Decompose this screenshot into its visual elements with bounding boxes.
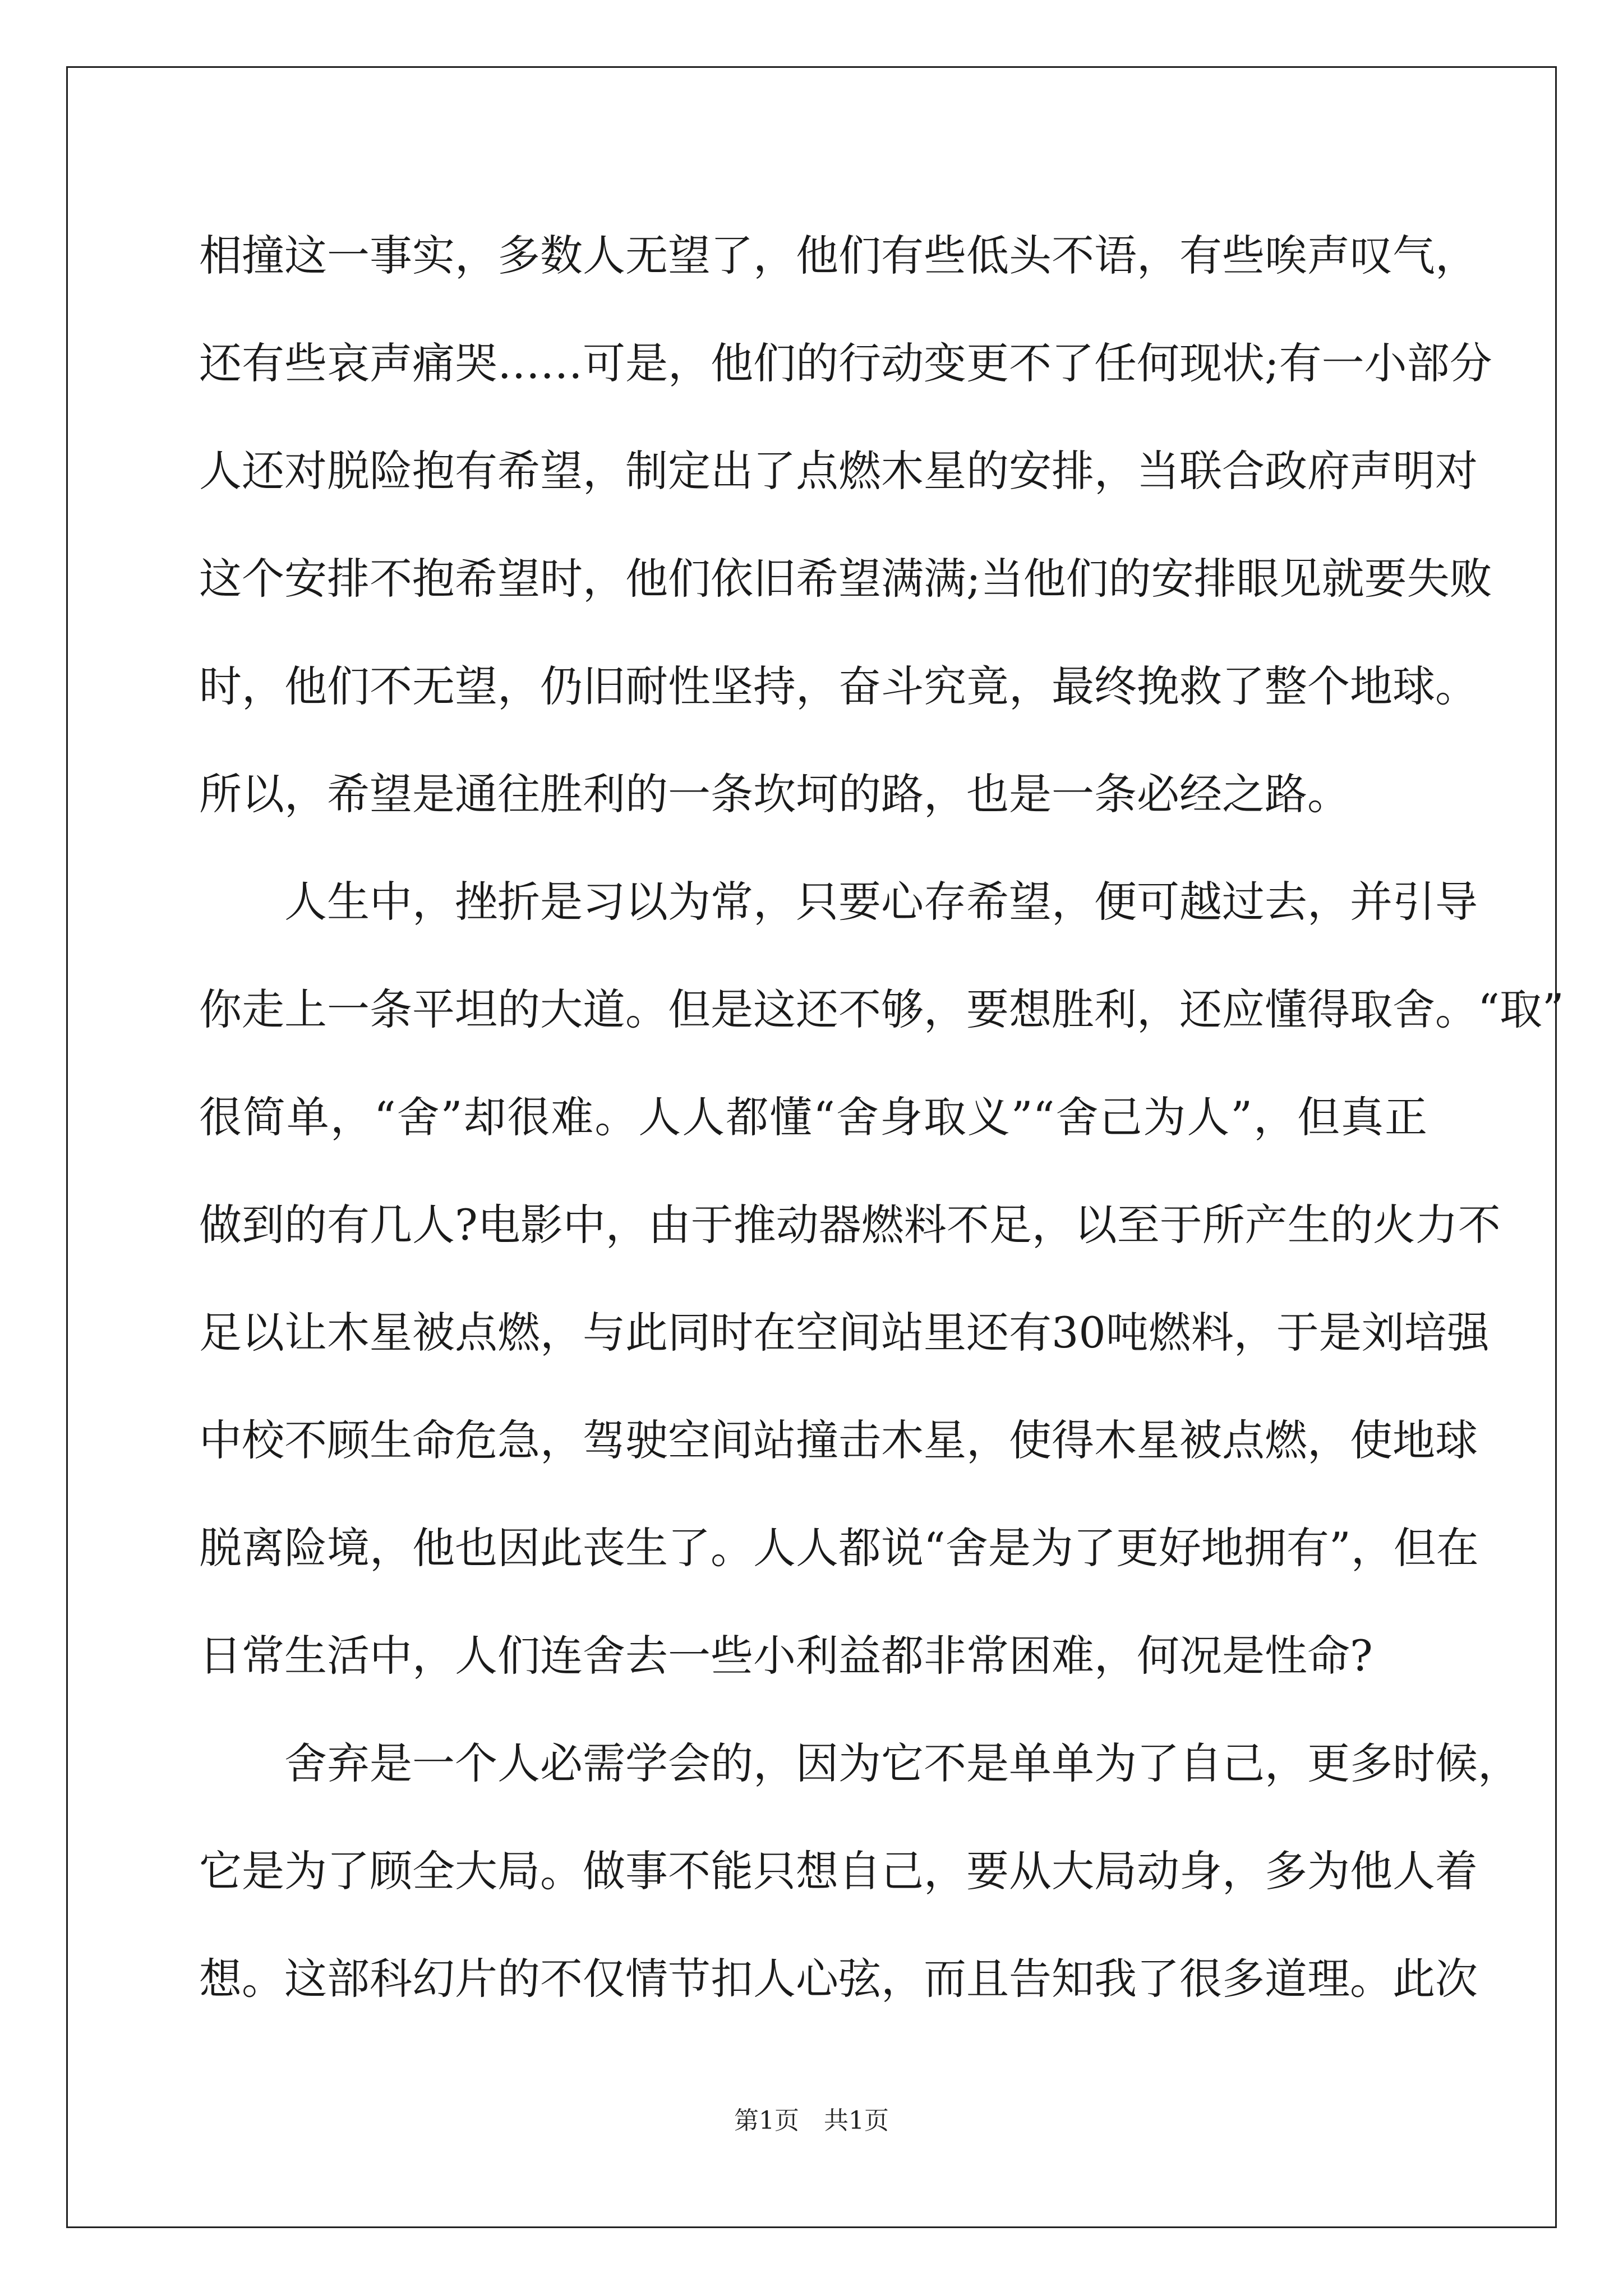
text-line: 相撞这一事实，多数人无望了，他们有些低头不语，有些唉声叹气， bbox=[199, 231, 1478, 280]
text-line: 日常生活中，人们连舍去一些小利益都非常困难，何况是性命? bbox=[199, 1631, 1373, 1681]
text-line: 中校不顾生命危急，驾驶空间站撞击木星，使得木星被点燃，使地球 bbox=[199, 1415, 1478, 1465]
text-line: 足以让木星被点燃，与此同时在空间站里还有30吨燃料，于是刘培强 bbox=[199, 1308, 1490, 1358]
text-line: 想。这部科幻片的不仅情节扣人心弦，而且告知我了很多道理。此次 bbox=[199, 1954, 1478, 2004]
document-body bbox=[199, 202, 1564, 2033]
text-line: 还有些哀声痛哭……可是，他们的行动变更不了任何现状;有一小部分 bbox=[199, 338, 1492, 388]
text-line: 做到的有几人?电影中，由于推动器燃料不足，以至于所产生的火力不 bbox=[199, 1200, 1501, 1250]
text-line: 你走上一条平坦的大道。但是这还不够，要想胜利，还应懂得取舍。“取” bbox=[199, 984, 1564, 1034]
text-line: 时，他们不无望，仍旧耐性坚持，奋斗究竟，最终挽救了整个地球。 bbox=[199, 661, 1478, 711]
text-line: 很简单，“舍”却很难。人人都懂“舍身取义”“舍己为人”，但真正 bbox=[199, 1092, 1427, 1142]
text-line: 人还对脱险抱有希望，制定出了点燃木星的安排，当联合政府声明对 bbox=[199, 446, 1478, 496]
text-line: 人生中，挫折是习以为常，只要心存希望，便可越过去，并引导 bbox=[284, 877, 1478, 927]
text-line: 舍弃是一个人必需学会的，因为它不是单单为了自己，更多时候， bbox=[284, 1738, 1520, 1788]
text-line: 这个安排不抱希望时，他们依旧希望满满;当他们的安排眼见就要失败 bbox=[199, 554, 1492, 604]
text-line: 它是为了顾全大局。做事不能只想自己，要从大局动身，多为他人着 bbox=[199, 1846, 1478, 1896]
text-line: 脱离险境，他也因此丧生了。人人都说“舍是为了更好地拥有”，但在 bbox=[199, 1523, 1479, 1573]
text-line: 所以，希望是通往胜利的一条坎坷的路，也是一条必经之路。 bbox=[199, 769, 1350, 819]
page-number: 第1页 共1页 bbox=[734, 2106, 889, 2135]
